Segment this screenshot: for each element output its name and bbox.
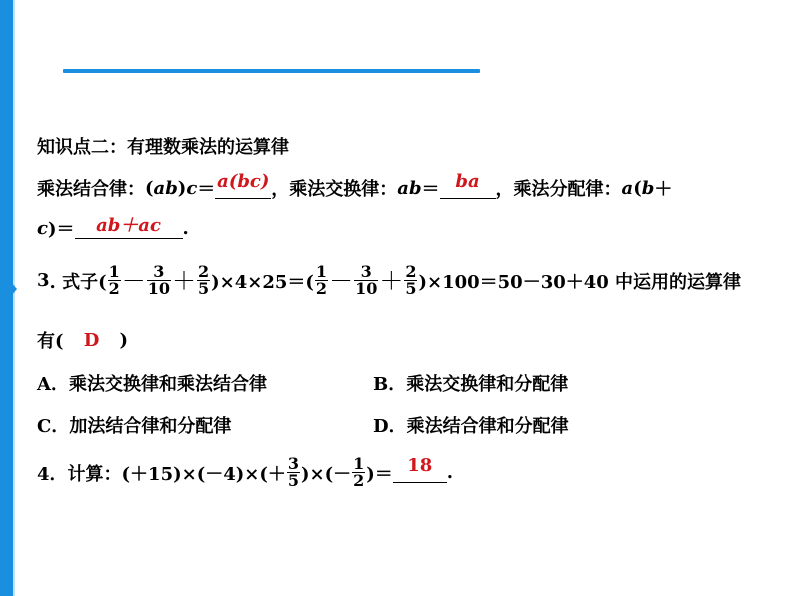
q4-answer: 18 [407,455,433,476]
header-divider [63,69,480,73]
comm-ab: ab [397,177,422,199]
q3-tail: )×100＝50－30＋40 中运用的运算律 [418,271,742,293]
q3-f2-num: 3 [153,262,165,281]
dist-close-eq: )＝ [47,219,75,240]
comma-2: ， [495,179,514,200]
q3-minus-1: － [121,266,146,295]
assoc-ab: ab [153,177,178,199]
left-tab-arrow-icon [11,282,17,296]
q4-f1-den: 5 [287,471,299,490]
dist-plus: ＋ [654,179,673,200]
q3-cont: 有( [37,331,64,352]
q3-fraction-3 [197,264,210,297]
q3-f2-den: 10 [147,279,170,298]
q4-tail: )＝ [366,463,393,485]
assoc-answer-blank[interactable] [215,170,271,199]
q4-f2-den: 2 [353,471,365,490]
law-line-2 [37,215,189,241]
q3-g1-num: 1 [315,262,328,281]
left-accent-bar-highlight [13,0,15,596]
q3-plus-1: ＋ [172,266,196,295]
q3-g2-den: 10 [355,279,378,298]
q3-g3-den: 5 [405,279,417,298]
comma-1: ， [271,179,290,200]
left-accent-bar [0,0,13,596]
assoc-paren-close: ) [177,177,187,199]
q3-g2-num: 3 [360,262,372,281]
q4-period: . [446,462,454,483]
assoc-eq: ＝ [197,179,216,200]
dist-c: c [37,217,48,239]
q3-plus-2: ＋ [379,266,404,295]
option-b-text: B．乘法交换律和分配律 [373,374,569,395]
dist-label: 乘法分配律： [513,179,622,200]
dist-answer: ab＋ac [96,214,161,236]
assoc-label: 乘法结合律： [37,179,145,200]
q3-g1-den: 2 [315,279,328,298]
q3-f1-den: 2 [108,279,120,298]
option-a[interactable] [37,370,267,396]
q3-prefix: . 式子( [49,271,107,293]
option-c-text: C．加法结合律和分配律 [37,416,232,437]
q3-fraction-1 [108,264,121,297]
q3-fraction-2 [147,264,171,297]
comm-eq: ＝ [421,179,440,200]
period-1: . [182,217,189,239]
q3-minus-2: － [329,266,354,295]
q3-f3-den: 5 [198,279,210,298]
q3-f3-num: 2 [198,262,210,281]
dist-b: b [641,177,655,199]
q3-fraction-4 [315,264,328,297]
dist-answer-blank[interactable] [75,214,183,239]
q4-fraction-1 [287,456,300,489]
q4-f2-num: 1 [353,454,365,473]
law-line-1 [37,170,673,201]
question-4 [37,456,453,489]
comm-answer: ba [455,170,480,192]
section-title [37,133,289,159]
comm-answer-blank[interactable] [440,170,496,199]
q3-f1-num: 1 [108,262,120,281]
q3-fraction-6 [404,264,417,297]
dist-paren-open: ( [633,177,642,199]
section-title-text: 知识点二：有理数乘法的运算律 [37,137,289,158]
comm-label: 乘法交换律： [289,179,398,200]
q3-number: 3 [37,270,50,291]
question-3-line-2 [37,327,128,353]
q4-f1-num: 3 [287,454,299,473]
dist-a: a [621,177,634,199]
option-a-text: A．乘法交换律和乘法结合律 [37,374,267,395]
option-d-text: D．乘法结合律和分配律 [373,416,569,437]
question-3-line-1 [37,264,741,297]
option-d[interactable] [373,412,569,438]
assoc-answer: a(bc) [217,170,270,192]
q4-mid: )×(－ [301,463,352,485]
assoc-c: c [186,177,198,199]
q3-mid: )×4×25＝( [211,271,314,293]
q4-prefix: 4．计算：(＋15)×(－4)×(＋ [37,463,286,485]
q3-fraction-5 [354,264,378,297]
assoc-paren-open: ( [145,177,154,199]
option-c[interactable] [37,412,231,438]
q4-fraction-2 [352,456,365,489]
q3-close: ) [119,329,129,351]
q3-g3-num: 2 [405,262,417,281]
q4-answer-blank[interactable] [393,455,447,483]
option-b[interactable] [373,370,568,396]
q3-answer[interactable]: D [83,329,100,351]
